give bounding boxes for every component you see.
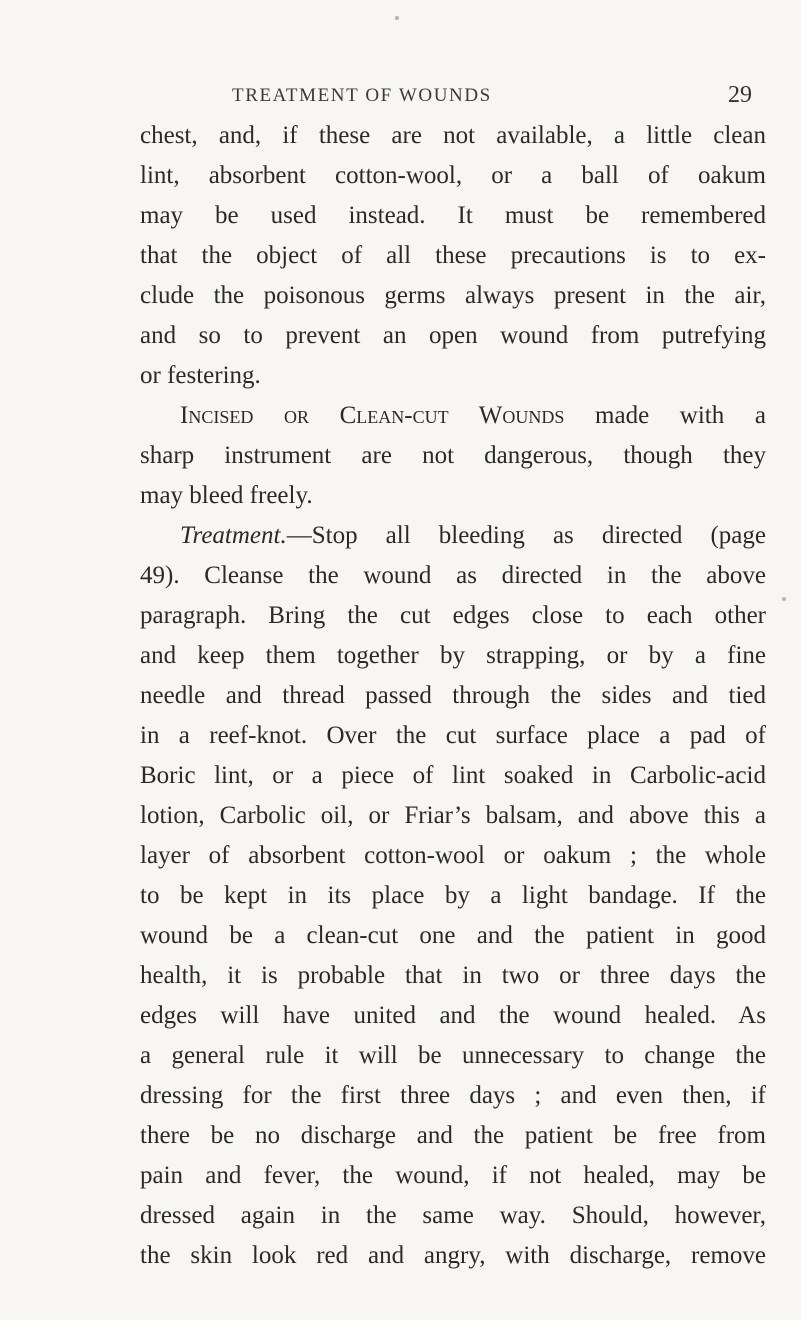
- text-line: paragraph. Bring the cut edges close to each other: [140, 602, 766, 629]
- heading-continuation: made with a: [564, 402, 766, 429]
- text-line: 49). Cleanse the wound as directed in the above: [140, 562, 766, 589]
- body-text: [140, 116, 766, 1276]
- text-line: layer of absorbent cotton-wool or oakum ; the whole: [140, 842, 766, 869]
- text-line: [140, 396, 766, 436]
- text-line: may be used instead. It must be remembered: [140, 202, 766, 229]
- print-speck: [782, 597, 786, 601]
- text-line: in a reef-knot. Over the cut surface place a pad of: [140, 722, 766, 749]
- text-line: edges will have united and the wound healed. As: [140, 1002, 766, 1029]
- text-line: and so to prevent an open wound from putrefying: [140, 322, 766, 349]
- text-line: lotion, Carbolic oil, or Friar’s balsam, and above this a: [140, 802, 766, 829]
- text-line: there be no discharge and the patient be free from: [140, 1122, 766, 1149]
- treatment-label: Treatment.: [180, 522, 287, 549]
- text-line: health, it is probable that in two or three days the: [140, 962, 766, 989]
- text-line: chest, and, if these are not available, a little clean: [140, 122, 766, 149]
- text-line: and keep them together by strapping, or by a fine: [140, 642, 766, 669]
- text-line: pain and fever, the wound, if not healed, may be: [140, 1162, 766, 1189]
- text-line: or festering.: [140, 362, 261, 389]
- text-line: [140, 516, 766, 556]
- text-line: sharp instrument are not dangerous, though they: [140, 442, 766, 469]
- text-line: a general rule it will be unnecessary to change the: [140, 1042, 766, 1069]
- text-line: Boric lint, or a piece of lint soaked in Carbolic-acid: [140, 762, 766, 789]
- text-line: dressed again in the same way. Should, however,: [140, 1202, 766, 1229]
- text-line: clude the poisonous germs always present in the air,: [140, 282, 766, 309]
- section-heading: Incised or Clean-cut Wounds: [180, 402, 565, 429]
- text-line: to be kept in its place by a light bandage. If the: [140, 882, 766, 909]
- text-line: that the object of all these precautions is to ex-: [140, 242, 766, 269]
- print-speck: [395, 16, 399, 20]
- text-line: lint, absorbent cotton-wool, or a ball of oakum: [140, 162, 766, 189]
- running-head: TREATMENT OF WOUNDS: [232, 85, 492, 106]
- page-header: [140, 82, 770, 112]
- text-line: may bleed freely.: [140, 482, 313, 509]
- text-line: needle and thread passed through the sides and tied: [140, 682, 766, 709]
- text-line: the skin look red and angry, with discharge, remove: [140, 1242, 766, 1269]
- treatment-continuation: —Stop all bleeding as directed (page: [286, 522, 766, 549]
- text-line: wound be a clean-cut one and the patient in good: [140, 922, 766, 949]
- text-line: dressing for the first three days ; and even then, if: [140, 1082, 766, 1109]
- page-number: 29: [728, 82, 752, 108]
